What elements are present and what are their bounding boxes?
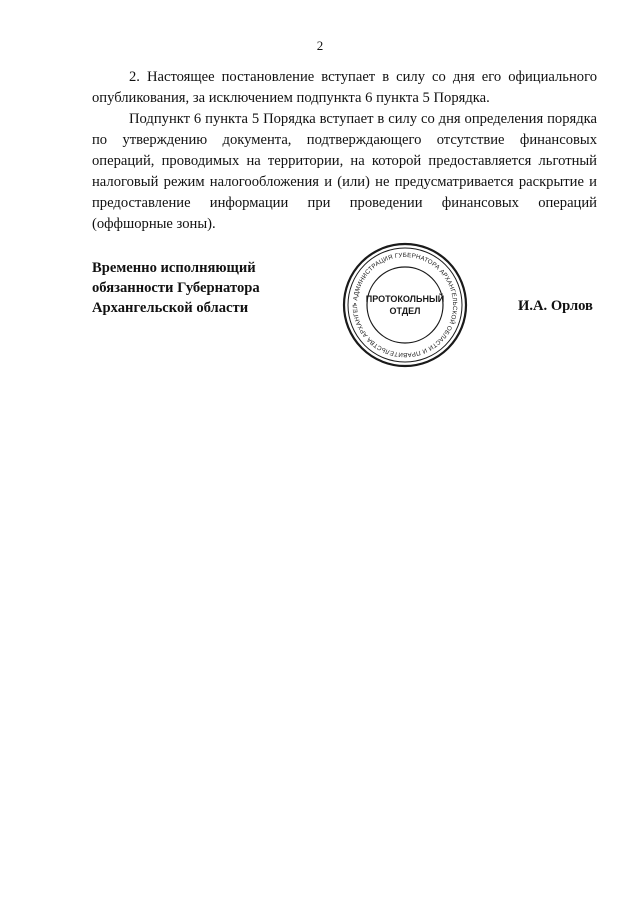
- paragraph-1: 2. Настоящее постановление вступает в силу со дня его официального опубликования, за исключением подпункта 6 пункта 5 Порядка.: [92, 69, 597, 106]
- signature-title: [92, 258, 260, 318]
- stamp-center-line2: ОТДЕЛ: [389, 306, 421, 316]
- paragraph-2: Подпункт 6 пункта 5 Порядка вступает в силу со дня определения порядка по утверждению документа, подтверждающего отсутствие финансовых операций, проводимых на территории, на которой предоставляется льготный налоговый режим налогообложения и (или) не предусматривается раскрытие и предоставление информации при проведении финансовых операций (оффшорные зоны).: [92, 111, 597, 232]
- stamp-center-line1: ПРОТОКОЛЬНЫЙ: [365, 294, 445, 304]
- signature-title-line: Временно исполняющий: [92, 260, 256, 276]
- stamp-seal-icon: [340, 240, 470, 370]
- signature-title-line: обязанности Губернатора: [92, 280, 260, 296]
- stamp-ring-text: • АДМИНИСТРАЦИЯ ГУБЕРНАТОРА АРХАНГЕЛЬСКОЙ ОБЛАСТИ И ПРАВИТЕЛЬСТВА АРХАНГЕЛ: [351, 251, 459, 359]
- stamp-inner-ring: [367, 267, 443, 343]
- signature-title-line: Архангельской области: [92, 300, 249, 316]
- signer-name: И.А. Орлов: [518, 298, 593, 314]
- stamp-middle-ring: [348, 248, 462, 362]
- official-stamp: [340, 240, 470, 370]
- stamp-outer-ring: [344, 244, 466, 366]
- page-number: 2: [316, 38, 324, 53]
- document-body: [92, 67, 597, 235]
